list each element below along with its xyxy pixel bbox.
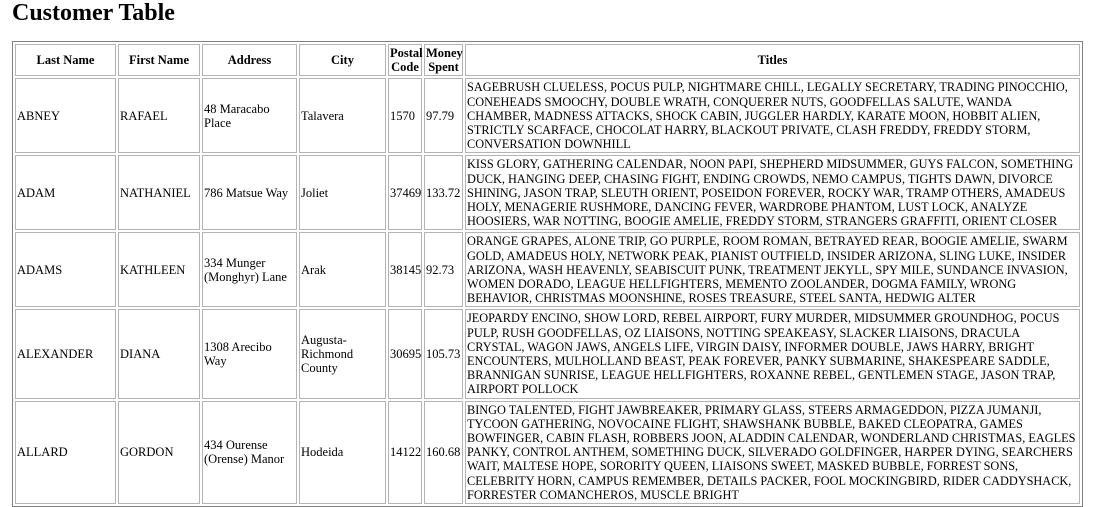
- cell-titles: JEOPARDY ENCINO, SHOW LORD, REBEL AIRPORT, FURY MURDER, MIDSUMMER GROUNDHOG, POCUS PULP, RUSH GOODFELLAS, OZ LIAISONS, NOTTING SPEAKEASY, SLACKER LIAISONS, DRACULA CRYSTAL, WAGON JAWS, ANGELS LIFE, VIRGIN DAISY, INFORMER DOUBLE, JAWS HARRY, BRIGHT ENCOUNTERS, MULHOLLAND BEAST, PEAK FOREVER, PANKY SUBMARINE, SHAKESPEARE SADDLE, BRANNIGAN SUNRISE, LEAGUE HELLFIGHTERS, ROXANNE REBEL, GENTLEMEN STAGE, JASON TRAP, AIRPORT POLLOCK: [465, 309, 1080, 398]
- cell-titles: SAGEBRUSH CLUELESS, POCUS PULP, NIGHTMARE CHILL, LEGALLY SECRETARY, TRADING PINOCCHIO, CONEHEADS SMOOCHY, DOUBLE WRATH, CONQUERER NUTS, GOODFELLAS SALUTE, WANDA CHAMBER, MADNESS ATTACKS, SHOCK CABIN, JUGGLER HARDLY, KARATE MOON, HOBBIT ALIEN, STRICTLY SCARFACE, CHOCOLAT HARRY, BLACKOUT PRIVATE, CLASH FREDDY, FREDDY STORM, CONVERSATION DOWNHILL: [465, 78, 1080, 153]
- cell-address: 786 Matsue Way: [202, 155, 297, 230]
- cell-postal-code: 37469: [388, 155, 422, 230]
- cell-first-name: RAFAEL: [118, 78, 200, 153]
- table-row: [15, 401, 1080, 504]
- table-header-row: [15, 44, 1080, 76]
- column-header-last-name: Last Name: [15, 44, 116, 76]
- column-header-first-name: First Name: [118, 44, 200, 76]
- cell-first-name: NATHANIEL: [118, 155, 200, 230]
- cell-postal-code: 38145: [388, 232, 422, 307]
- cell-address: 434 Ourense (Orense) Manor: [202, 401, 297, 504]
- cell-last-name: ADAM: [15, 155, 116, 230]
- cell-postal-code: 30695: [388, 309, 422, 398]
- cell-city: Augusta-Richmond County: [299, 309, 386, 398]
- cell-last-name: ABNEY: [15, 78, 116, 153]
- cell-address: 48 Maracabo Place: [202, 78, 297, 153]
- cell-first-name: GORDON: [118, 401, 200, 504]
- cell-address: 334 Munger (Monghyr) Lane: [202, 232, 297, 307]
- cell-money-spent: 160.68: [424, 401, 463, 504]
- column-header-postal-code: Postal Code: [388, 44, 422, 76]
- table-row: [15, 78, 1080, 153]
- cell-money-spent: 133.72: [424, 155, 463, 230]
- column-header-city: City: [299, 44, 386, 76]
- cell-city: Hodeida: [299, 401, 386, 504]
- cell-money-spent: 92.73: [424, 232, 463, 307]
- cell-first-name: KATHLEEN: [118, 232, 200, 307]
- cell-city: Talavera: [299, 78, 386, 153]
- cell-last-name: ADAMS: [15, 232, 116, 307]
- table-row: [15, 309, 1080, 398]
- cell-money-spent: 105.73: [424, 309, 463, 398]
- cell-titles: BINGO TALENTED, FIGHT JAWBREAKER, PRIMARY GLASS, STEERS ARMAGEDDON, PIZZA JUMANJI, TYCOON GATHERING, NOVOCAINE FLIGHT, SHAWSHANK BUBBLE, BAKED CLEOPATRA, GAMES BOWFINGER, CABIN FLASH, ROBBERS JOON, ALADDIN CALENDAR, WONDERLAND CHRISTMAS, EAGLES PANKY, CONTROL ANTHEM, SOMETHING DUCK, SILVERADO GOLDFINGER, HARPER DYING, SEARCHERS WAIT, MALTESE HOPE, SORORITY QUEEN, LIAISONS SWEET, MASKED BUBBLE, FORREST SONS, CELEBRITY HORN, CAMPUS REMEMBER, DETAILS PACKER, FOOL MOCKINGBIRD, RIDER CADDYSHACK, FORRESTER COMANCHEROS, MUSCLE BRIGHT: [465, 401, 1080, 504]
- cell-money-spent: 97.79: [424, 78, 463, 153]
- table-row: [15, 232, 1080, 307]
- cell-postal-code: 1570: [388, 78, 422, 153]
- column-header-money-spent: Money Spent: [424, 44, 463, 76]
- cell-address: 1308 Arecibo Way: [202, 309, 297, 398]
- cell-titles: ORANGE GRAPES, ALONE TRIP, GO PURPLE, ROOM ROMAN, BETRAYED REAR, BOOGIE AMELIE, SWARM GOLD, AMADEUS HOLY, NETWORK PEAK, PIANIST OUTFIELD, INSIDER ARIZONA, SLING LUKE, INSIDER ARIZONA, WASH HEAVENLY, SEABISCUIT PUNK, TREATMENT JEKYLL, SPY MILE, SUNDANCE INVASION, WOMEN DORADO, LEAGUE HELLFIGHTERS, MEMENTO ZOOLANDER, DOGMA FAMILY, WRONG BEHAVIOR, CHRISTMAS MOONSHINE, ROSES TREASURE, STEEL SANTA, HEDWIG ALTER: [465, 232, 1080, 307]
- column-header-address: Address: [202, 44, 297, 76]
- cell-last-name: ALEXANDER: [15, 309, 116, 398]
- cell-postal-code: 14122: [388, 401, 422, 504]
- table-row: [15, 155, 1080, 230]
- cell-first-name: DIANA: [118, 309, 200, 398]
- cell-city: Arak: [299, 232, 386, 307]
- cell-last-name: ALLARD: [15, 401, 116, 504]
- cell-titles: KISS GLORY, GATHERING CALENDAR, NOON PAPI, SHEPHERD MIDSUMMER, GUYS FALCON, SOMETHING DUCK, HANGING DEEP, CHASING FIGHT, ENDING CROWDS, NEMO CAMPUS, TIGHTS DAWN, DIVORCE SHINING, JASON TRAP, SLEUTH ORIENT, POSEIDON FOREVER, ROCKY WAR, TRAMP OTHERS, AMADEUS HOLY, MENAGERIE RUSHMORE, DANCING FEVER, WARDROBE PHANTOM, LUST LOCK, ANALYZE HOOSIERS, WAR NOTTING, BOOGIE AMELIE, FREDDY STORM, STRANGERS GRAFFITI, ORIENT CLOSER: [465, 155, 1080, 230]
- cell-city: Joliet: [299, 155, 386, 230]
- customer-table: [12, 41, 1083, 507]
- column-header-titles: Titles: [465, 44, 1080, 76]
- page-title: Customer Table: [12, 0, 175, 26]
